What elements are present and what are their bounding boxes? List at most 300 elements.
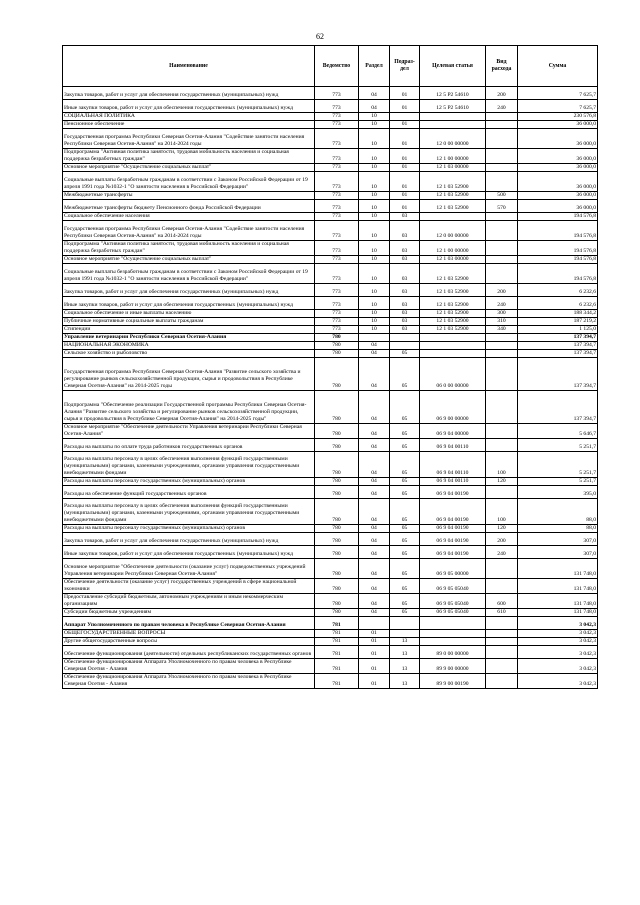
cell-subsection: 05 — [390, 478, 420, 486]
cell-target — [420, 617, 486, 630]
cell-subsection: 05 — [390, 579, 420, 594]
cell-exp-type — [486, 113, 518, 121]
cell-name: Подпрограмма "Активная политика занятости, трудовая мобильность населения и социальная поддержка безработных граждан" — [63, 149, 315, 164]
cell-section: 10 — [359, 318, 390, 326]
cell-sum: 395,0 — [518, 486, 598, 499]
cell-section: 01 — [359, 674, 390, 689]
table-row — [63, 424, 598, 439]
cell-target — [420, 638, 486, 646]
table-header-row — [63, 46, 598, 87]
cell-sum: 137 394,7 — [518, 358, 598, 391]
cell-name: ОБЩЕГОСУДАРСТВЕННЫЕ ВОПРОСЫ — [63, 630, 315, 638]
cell-exp-type: 570 — [486, 200, 518, 213]
cell-exp-type — [486, 579, 518, 594]
cell-name: Межбюджетные трансферты бюджету Пенсионного фонда Российской Федерации — [63, 200, 315, 213]
cell-dept: 773 — [315, 297, 359, 310]
cell-section — [359, 334, 390, 342]
table-row — [63, 630, 598, 638]
table-row — [63, 452, 598, 478]
cell-sum: 36 000,0 — [518, 129, 598, 149]
table-row — [63, 310, 598, 318]
cell-subsection: 05 — [390, 594, 420, 609]
cell-exp-type: 100 — [486, 452, 518, 478]
cell-target — [420, 342, 486, 350]
table-row — [63, 100, 598, 113]
cell-dept: 780 — [315, 525, 359, 533]
cell-exp-type: 120 — [486, 525, 518, 533]
cell-target: 12 1 03 52900 — [420, 200, 486, 213]
cell-sum: 36 000,0 — [518, 121, 598, 129]
cell-dept: 773 — [315, 192, 359, 200]
cell-sum: 131 748,0 — [518, 609, 598, 617]
cell-subsection: 05 — [390, 546, 420, 559]
cell-section: 04 — [359, 358, 390, 391]
cell-target — [420, 350, 486, 358]
cell-target: 89 9 00 00190 — [420, 674, 486, 689]
cell-name: Публичные нормативные социальные выплаты гражданам — [63, 318, 315, 326]
cell-section: 04 — [359, 478, 390, 486]
cell-dept: 780 — [315, 334, 359, 342]
cell-dept: 773 — [315, 87, 359, 100]
cell-name: Предоставление субсидий бюджетным, автономным учреждениям и иным некоммерческим организациям — [63, 594, 315, 609]
cell-section: 04 — [359, 350, 390, 358]
cell-sum: 194 576,8 — [518, 264, 598, 284]
cell-subsection: 05 — [390, 486, 420, 499]
cell-section: 04 — [359, 499, 390, 525]
cell-dept: 780 — [315, 342, 359, 350]
cell-name: Социальное обеспечение и иные выплаты населению — [63, 310, 315, 318]
cell-exp-type — [486, 391, 518, 424]
cell-section: 10 — [359, 164, 390, 172]
header-name: Наименование — [63, 46, 315, 87]
cell-dept: 780 — [315, 579, 359, 594]
cell-section: 10 — [359, 149, 390, 164]
cell-name: Закупка товаров, работ и услуг для обеспечения государственных (муниципальных) нужд — [63, 87, 315, 100]
cell-target: 12 1 03 52900 — [420, 284, 486, 297]
cell-sum: 137 394,7 — [518, 342, 598, 350]
cell-section: 04 — [359, 486, 390, 499]
cell-exp-type — [486, 659, 518, 674]
cell-name: Субсидии бюджетным учреждениям — [63, 609, 315, 617]
cell-dept: 773 — [315, 213, 359, 221]
table-row — [63, 533, 598, 546]
cell-name: Расходы на обеспечение функций государственных органов — [63, 486, 315, 499]
cell-target: 89 0 00 00000 — [420, 646, 486, 659]
cell-dept: 773 — [315, 256, 359, 264]
cell-sum: 7 625,7 — [518, 100, 598, 113]
cell-target: 12 1 00 00000 — [420, 241, 486, 256]
cell-section: 10 — [359, 297, 390, 310]
cell-subsection — [390, 617, 420, 630]
cell-exp-type — [486, 164, 518, 172]
page-number: 62 — [316, 32, 324, 41]
cell-target: 06 9 05 05040 — [420, 594, 486, 609]
cell-exp-type — [486, 358, 518, 391]
cell-name: Основное мероприятие "Осуществление социальных выплат" — [63, 256, 315, 264]
cell-subsection: 05 — [390, 439, 420, 452]
table-row — [63, 594, 598, 609]
cell-target — [420, 334, 486, 342]
cell-section: 04 — [359, 559, 390, 579]
cell-exp-type — [486, 121, 518, 129]
cell-name: Аппарат Уполномоченного по правам человека в Республике Северная Осетия-Алания — [63, 617, 315, 630]
table-row — [63, 318, 598, 326]
table-row — [63, 609, 598, 617]
cell-sum: 7 625,7 — [518, 87, 598, 100]
header-subsection: Подраз-дел — [390, 46, 420, 87]
cell-exp-type: 610 — [486, 609, 518, 617]
cell-section: 10 — [359, 264, 390, 284]
cell-section: 04 — [359, 525, 390, 533]
cell-dept: 781 — [315, 674, 359, 689]
cell-subsection: 03 — [390, 318, 420, 326]
table-row — [63, 638, 598, 646]
cell-name: Расходы на выплаты персоналу государственных (муниципальных) органов — [63, 525, 315, 533]
cell-section: 10 — [359, 221, 390, 241]
cell-target — [420, 121, 486, 129]
cell-target: 06 9 04 00190 — [420, 533, 486, 546]
cell-subsection: 05 — [390, 533, 420, 546]
cell-name: НАЦИОНАЛЬНАЯ ЭКОНОМИКА — [63, 342, 315, 350]
cell-name: Обеспечение функционирования (деятельности) отдельных республиканских государственных органов — [63, 646, 315, 659]
cell-sum: 137 394,7 — [518, 334, 598, 342]
table-row — [63, 164, 598, 172]
cell-sum: 3 042,3 — [518, 674, 598, 689]
cell-target: 06 9 05 00000 — [420, 559, 486, 579]
cell-subsection: 13 — [390, 646, 420, 659]
cell-name: Основное мероприятие "Обеспечение деятельности Управления ветеринарии Республики Северная Осетия-Алания" — [63, 424, 315, 439]
cell-dept: 780 — [315, 533, 359, 546]
cell-exp-type: 240 — [486, 100, 518, 113]
cell-sum: 307,0 — [518, 533, 598, 546]
cell-name: Обеспечение функционирования Аппарата Уполномоченного по правам человека в Республике Северная Осетия - Алания — [63, 659, 315, 674]
cell-exp-type — [486, 630, 518, 638]
cell-sum: 137 394,7 — [518, 350, 598, 358]
table-row — [63, 192, 598, 200]
cell-section: 04 — [359, 533, 390, 546]
cell-name: Обеспечение функционирования Аппарата Уполномоченного по правам человека в Республике Северная Осетия - Алания — [63, 674, 315, 689]
cell-dept: 773 — [315, 100, 359, 113]
cell-section: 04 — [359, 609, 390, 617]
cell-dept: 781 — [315, 630, 359, 638]
cell-exp-type: 340 — [486, 326, 518, 334]
table-row — [63, 297, 598, 310]
cell-section: 04 — [359, 342, 390, 350]
cell-dept: 780 — [315, 499, 359, 525]
header-section: Раздел — [359, 46, 390, 87]
cell-exp-type — [486, 241, 518, 256]
table-row — [63, 172, 598, 192]
cell-name: Социальные выплаты безработным гражданам в соответствии с Законом Российской Федерации от 19 апреля 1991 года №1032-1 "О занятости населения в Российской Федерации" — [63, 172, 315, 192]
cell-section: 10 — [359, 256, 390, 264]
cell-target: 06 9 00 00000 — [420, 391, 486, 424]
cell-target: 06 9 04 00190 — [420, 499, 486, 525]
cell-target — [420, 630, 486, 638]
table-row — [63, 342, 598, 350]
cell-sum: 3 042,3 — [518, 617, 598, 630]
cell-subsection: 05 — [390, 609, 420, 617]
budget-table — [62, 45, 598, 689]
cell-section: 10 — [359, 192, 390, 200]
cell-subsection: 01 — [390, 172, 420, 192]
cell-target: 89 9 00 00000 — [420, 659, 486, 674]
cell-name: Управление ветеринарии Республики Северная Осетия-Алания — [63, 334, 315, 342]
cell-target: 06 9 05 05040 — [420, 579, 486, 594]
cell-exp-type — [486, 559, 518, 579]
cell-exp-type — [486, 213, 518, 221]
cell-subsection: 03 — [390, 310, 420, 318]
table-row — [63, 559, 598, 579]
cell-dept: 780 — [315, 358, 359, 391]
cell-section: 10 — [359, 310, 390, 318]
cell-exp-type — [486, 221, 518, 241]
cell-dept: 780 — [315, 594, 359, 609]
cell-sum: 131 748,0 — [518, 594, 598, 609]
cell-sum: 131 748,0 — [518, 579, 598, 594]
cell-target: 12 1 03 52900 — [420, 326, 486, 334]
cell-exp-type — [486, 256, 518, 264]
cell-section: 01 — [359, 638, 390, 646]
cell-target: 06 9 04 00110 — [420, 452, 486, 478]
cell-target: 06 9 04 00000 — [420, 424, 486, 439]
cell-section: 10 — [359, 129, 390, 149]
cell-sum: 230 576,8 — [518, 113, 598, 121]
cell-exp-type — [486, 646, 518, 659]
cell-dept: 780 — [315, 391, 359, 424]
cell-subsection — [390, 342, 420, 350]
cell-dept: 773 — [315, 318, 359, 326]
cell-name: Пенсионное обеспечение — [63, 121, 315, 129]
table-row — [63, 646, 598, 659]
cell-target: 12 1 03 52900 — [420, 264, 486, 284]
cell-section: 04 — [359, 579, 390, 594]
cell-dept: 773 — [315, 121, 359, 129]
table-row — [63, 241, 598, 256]
table-row — [63, 617, 598, 630]
cell-sum: 137 394,7 — [518, 391, 598, 424]
cell-subsection: 05 — [390, 452, 420, 478]
cell-section: 04 — [359, 424, 390, 439]
cell-target: 12 1 03 52900 — [420, 297, 486, 310]
cell-subsection: 03 — [390, 213, 420, 221]
cell-subsection: 03 — [390, 264, 420, 284]
cell-dept: 780 — [315, 439, 359, 452]
cell-exp-type: 200 — [486, 284, 518, 297]
table-row — [63, 149, 598, 164]
cell-dept: 773 — [315, 172, 359, 192]
cell-section: 10 — [359, 284, 390, 297]
cell-dept: 780 — [315, 478, 359, 486]
cell-subsection: 03 — [390, 297, 420, 310]
cell-name: Основное мероприятие "Обеспечение деятельности (оказание услуг) подведомственных учреждений Управления ветеринарии Республики Северная Осетия-Алания" — [63, 559, 315, 579]
cell-dept: 781 — [315, 638, 359, 646]
cell-dept: 780 — [315, 486, 359, 499]
cell-target: 12 1 03 00000 — [420, 164, 486, 172]
cell-subsection: 05 — [390, 358, 420, 391]
cell-subsection: 03 — [390, 221, 420, 241]
header-sum: Сумма — [518, 46, 598, 87]
cell-exp-type — [486, 674, 518, 689]
cell-exp-type: 200 — [486, 87, 518, 100]
cell-section: 10 — [359, 200, 390, 213]
cell-name: Межбюджетные трансферты — [63, 192, 315, 200]
cell-name: Иные закупки товаров, работ и услуг для обеспечения государственных (муниципальных) нужд — [63, 297, 315, 310]
cell-exp-type: 240 — [486, 546, 518, 559]
cell-name: Расходы на выплаты персоналу в целях обеспечения выполнения функций государственными (муниципальными) органами, казенными учреждениями, органами управления государственными внебюджетными фондами — [63, 452, 315, 478]
cell-dept: 773 — [315, 310, 359, 318]
cell-name: Иные закупки товаров, работ и услуг для обеспечения государственных (муниципальных) нужд — [63, 100, 315, 113]
table-row — [63, 486, 598, 499]
cell-target: 12 1 03 52900 — [420, 310, 486, 318]
cell-exp-type — [486, 638, 518, 646]
cell-target: 12 1 03 52900 — [420, 192, 486, 200]
cell-section: 01 — [359, 646, 390, 659]
cell-exp-type: 600 — [486, 594, 518, 609]
cell-sum: 6 232,6 — [518, 297, 598, 310]
cell-subsection — [390, 113, 420, 121]
cell-name: Сельское хозяйство и рыболовство — [63, 350, 315, 358]
cell-sum: 131 748,0 — [518, 559, 598, 579]
cell-sum: 1 125,0 — [518, 326, 598, 334]
cell-sum: 188 344,2 — [518, 310, 598, 318]
cell-target: 06 9 04 00110 — [420, 439, 486, 452]
cell-name: Социальные выплаты безработным гражданам в соответствии с Законом Российской Федерации от 19 апреля 1991 года №1032-1 "О занятости населения в Российской Федерации" — [63, 264, 315, 284]
table-row — [63, 221, 598, 241]
cell-section: 10 — [359, 113, 390, 121]
cell-subsection: 13 — [390, 638, 420, 646]
cell-name: Государственная программа Республики Северная Осетия-Алания "Развитие сельского хозяйства и регулирование рынков сельскохозяйственной продукции, сырья и продовольствия в Республике Северная Осетия-Алания" на 2014-2025 годы — [63, 358, 315, 391]
cell-subsection — [390, 334, 420, 342]
cell-section: 10 — [359, 213, 390, 221]
cell-dept: 781 — [315, 617, 359, 630]
cell-sum: 194 576,8 — [518, 241, 598, 256]
cell-subsection: 05 — [390, 391, 420, 424]
cell-subsection: 01 — [390, 149, 420, 164]
table-row — [63, 334, 598, 342]
table-row — [63, 391, 598, 424]
cell-subsection — [390, 630, 420, 638]
cell-exp-type: 310 — [486, 318, 518, 326]
cell-sum: 5 251,7 — [518, 478, 598, 486]
table-row — [63, 525, 598, 533]
cell-section: 04 — [359, 87, 390, 100]
cell-sum: 36 000,0 — [518, 200, 598, 213]
cell-name: Стипендии — [63, 326, 315, 334]
cell-name: Подпрограмма "Обеспечение реализации Государственной программы Республики Северная Осетия-Алания "Развитие сельского хозяйства и регулирование рынков сельскохозяйственной продукции, сырья и продовольствия в Республике Северная Осетия-Алания" на 2014-2025 годы" — [63, 391, 315, 424]
cell-sum: 194 576,8 — [518, 221, 598, 241]
cell-name: Расходы на выплаты персоналу государственных (муниципальных) органов — [63, 478, 315, 486]
cell-exp-type — [486, 334, 518, 342]
table-row — [63, 439, 598, 452]
cell-target: 06 9 04 00190 — [420, 525, 486, 533]
cell-target: 06 9 04 00190 — [420, 546, 486, 559]
cell-dept: 773 — [315, 129, 359, 149]
cell-sum: 88,0 — [518, 499, 598, 525]
cell-section — [359, 617, 390, 630]
cell-subsection: 03 — [390, 326, 420, 334]
cell-section: 10 — [359, 326, 390, 334]
table-row — [63, 284, 598, 297]
cell-sum: 194 576,8 — [518, 256, 598, 264]
cell-name: Иные закупки товаров, работ и услуг для обеспечения государственных (муниципальных) нужд — [63, 546, 315, 559]
cell-exp-type — [486, 486, 518, 499]
cell-sum: 307,0 — [518, 546, 598, 559]
cell-section: 04 — [359, 452, 390, 478]
cell-subsection: 01 — [390, 164, 420, 172]
cell-dept: 773 — [315, 200, 359, 213]
cell-subsection: 03 — [390, 241, 420, 256]
cell-target: 12 1 03 00000 — [420, 256, 486, 264]
cell-dept: 781 — [315, 659, 359, 674]
cell-dept: 780 — [315, 546, 359, 559]
cell-subsection: 01 — [390, 129, 420, 149]
cell-dept: 773 — [315, 113, 359, 121]
cell-dept: 780 — [315, 452, 359, 478]
table-row — [63, 87, 598, 100]
table-row — [63, 358, 598, 391]
cell-target: 06 9 04 00110 — [420, 478, 486, 486]
cell-target: 12 1 03 52900 — [420, 318, 486, 326]
cell-sum: 36 000,0 — [518, 149, 598, 164]
cell-name: Подпрограмма "Активная политика занятости, трудовая мобильность населения и социальная поддержка безработных граждан" — [63, 241, 315, 256]
cell-dept: 773 — [315, 284, 359, 297]
cell-target — [420, 113, 486, 121]
cell-subsection: 05 — [390, 499, 420, 525]
cell-exp-type: 500 — [486, 192, 518, 200]
cell-exp-type: 120 — [486, 478, 518, 486]
cell-name: СОЦИАЛЬНАЯ ПОЛИТИКА — [63, 113, 315, 121]
cell-exp-type: 100 — [486, 499, 518, 525]
cell-subsection: 01 — [390, 100, 420, 113]
cell-name: Другие общегосударственные вопросы — [63, 638, 315, 646]
cell-subsection: 01 — [390, 200, 420, 213]
cell-dept: 773 — [315, 326, 359, 334]
table-row — [63, 264, 598, 284]
cell-sum: 36 000,0 — [518, 192, 598, 200]
cell-subsection: 05 — [390, 350, 420, 358]
table-row — [63, 129, 598, 149]
table-row — [63, 499, 598, 525]
header-dept: Ведомство — [315, 46, 359, 87]
cell-dept: 773 — [315, 164, 359, 172]
cell-dept: 781 — [315, 646, 359, 659]
cell-sum: 3 042,3 — [518, 630, 598, 638]
table-row — [63, 113, 598, 121]
cell-name: Социальное обеспечение населения — [63, 213, 315, 221]
cell-target: 06 9 04 00190 — [420, 486, 486, 499]
cell-section: 04 — [359, 439, 390, 452]
cell-dept: 773 — [315, 264, 359, 284]
cell-target: 12 0 00 00000 — [420, 129, 486, 149]
cell-section: 04 — [359, 594, 390, 609]
table-row — [63, 256, 598, 264]
table-row — [63, 200, 598, 213]
header-exp-type: Вид расхода — [486, 46, 518, 87]
cell-target: 12 1 03 52900 — [420, 172, 486, 192]
cell-exp-type: 300 — [486, 310, 518, 318]
cell-dept: 773 — [315, 221, 359, 241]
cell-sum: 6 232,6 — [518, 284, 598, 297]
cell-sum: 36 000,0 — [518, 172, 598, 192]
cell-sum: 3 042,3 — [518, 638, 598, 646]
table-body — [63, 87, 598, 689]
cell-section: 01 — [359, 630, 390, 638]
cell-dept: 780 — [315, 350, 359, 358]
cell-exp-type — [486, 149, 518, 164]
cell-section: 10 — [359, 172, 390, 192]
table-row — [63, 213, 598, 221]
cell-subsection: 01 — [390, 121, 420, 129]
